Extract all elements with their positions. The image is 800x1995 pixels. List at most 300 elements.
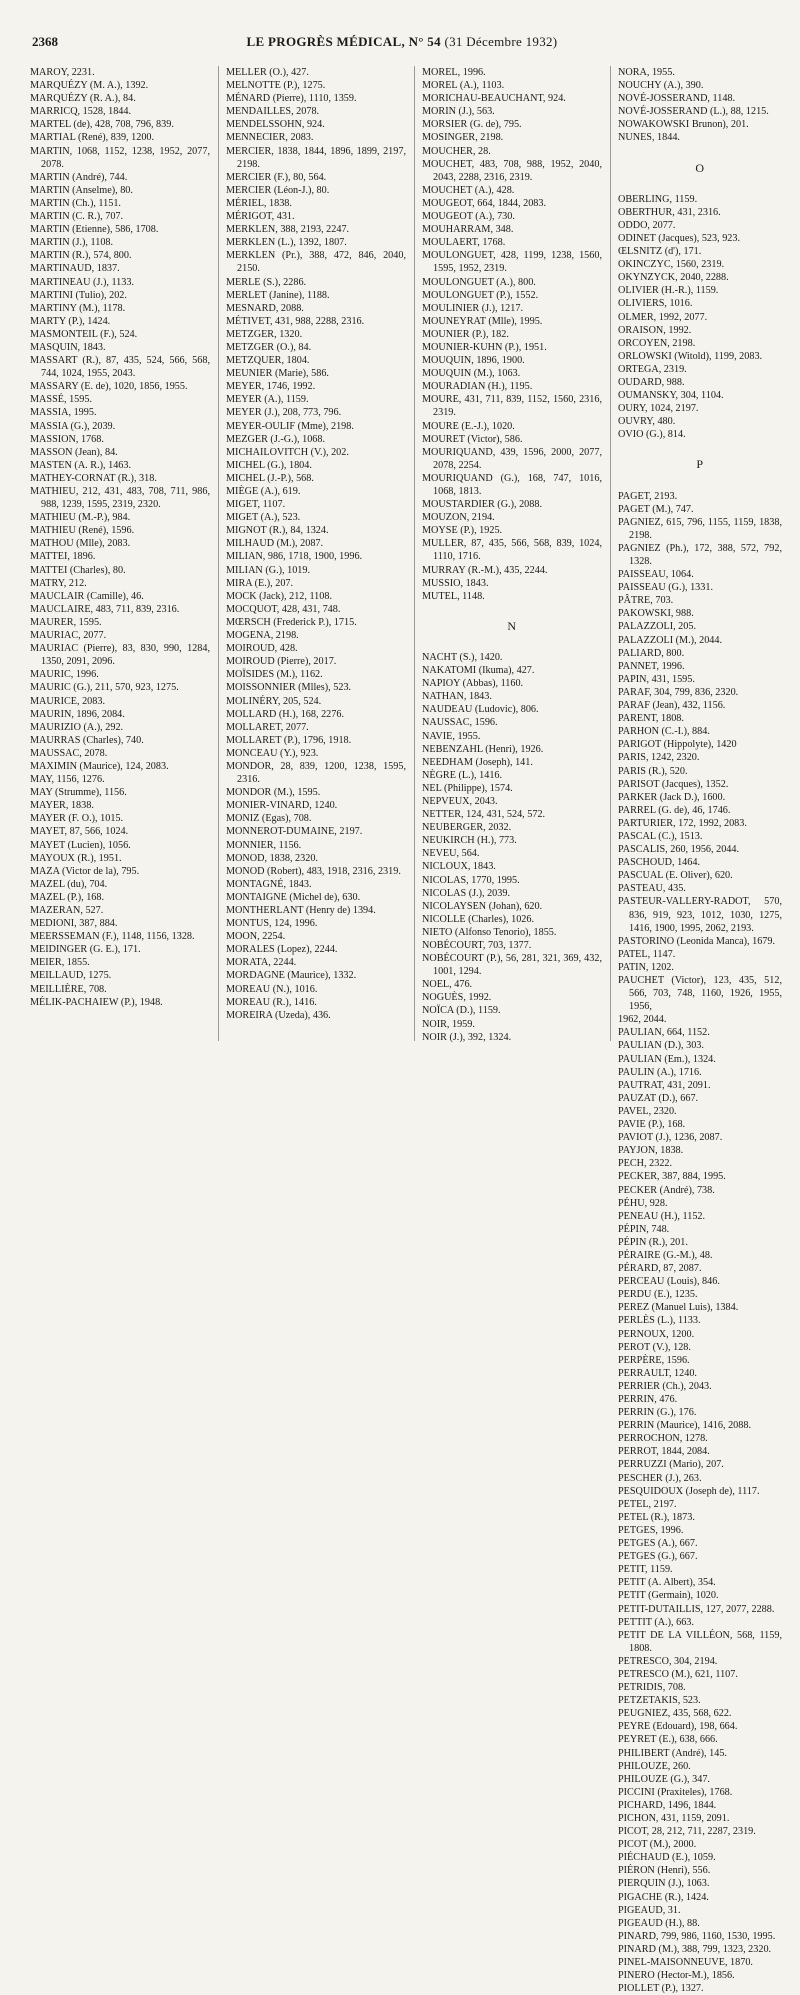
index-entry: MÉRIGOT, 431. [226, 211, 295, 223]
index-entry: PERLÈS (L.), 1133. [618, 1315, 701, 1327]
index-entry: PARAF, 304, 799, 836, 2320. [618, 686, 739, 698]
index-entry: PASTEAU, 435. [618, 883, 686, 895]
index-entry: MOGENA, 2198. [226, 630, 299, 642]
index-entry: MARRICQ, 1528, 1844. [30, 106, 132, 118]
index-entry: PIGEAUD, 31. [618, 1904, 681, 1916]
index-entry: NICOLLE (Charles), 1026. [422, 913, 535, 925]
index-entry: OLIVIERS, 1016. [618, 298, 693, 310]
index-entry: MONOD, 1838, 2320. [226, 852, 318, 864]
index-entry: NOIR, 1959. [422, 1018, 475, 1030]
index-entry: PAULIAN (Em.), 1324. [618, 1053, 716, 1065]
index-entry: PINARD, 799, 986, 1160, 1530, 1995. [618, 1930, 776, 1942]
index-entry: MORSIER (G. de), 795. [422, 119, 522, 131]
index-entry: MILIAN, 986, 1718, 1900, 1996. [226, 551, 363, 563]
index-entry: 1962, 2044. [618, 1014, 667, 1026]
index-entry: METZGER (O.), 84. [226, 341, 312, 353]
index-entry: PETRIDIS, 708. [618, 1682, 686, 1694]
index-entry: PEROT (V.), 128. [618, 1341, 691, 1353]
index-entry: MELLER (O.), 427. [226, 67, 309, 78]
index-entry: MERCIER, 1838, 1844, 1896, 1899, 2197, 2198. [226, 145, 406, 170]
journal-title: LE PROGRÈS MÉDICAL, N° 54 [246, 34, 441, 49]
page-number: 2368 [32, 34, 58, 49]
index-entry: MONTHERLANT (Henry de) 1394. [226, 905, 376, 916]
index-entry: NICLOUX, 1843. [422, 861, 496, 873]
index-entry: MOUCHET (A.), 428. [422, 184, 515, 196]
index-entry: MASMONTEIL (F.), 524. [30, 328, 138, 340]
index-entry: PETZETAKIS, 523. [618, 1695, 701, 1707]
index-entry: MORDAGNE (Maurice), 1332. [226, 970, 357, 982]
index-entry: PIÉCHAUD (E.), 1059. [618, 1852, 716, 1864]
index-entry: NAUDEAU (Ludovic), 806. [422, 704, 539, 716]
index-entry: MAYET (Lucien), 1056. [30, 839, 131, 851]
index-entry: MEIER, 1855. [30, 957, 90, 969]
index-entry: MUSSIO, 1843. [422, 577, 489, 589]
index-entry: PAVEL, 2320. [618, 1105, 677, 1117]
index-entry: MERLET (Janine), 1188. [226, 289, 330, 301]
index-entry: PÉPIN (R.), 201. [618, 1236, 688, 1248]
index-entry: MASSON (Jean), 84. [30, 446, 118, 458]
index-entry: MASSART (R.), 87, 435, 524, 566, 568, 744, 1024, 1955, 2043. [30, 355, 210, 380]
index-entry: NICOLAS, 1770, 1995. [422, 874, 520, 886]
running-title [32, 34, 772, 50]
index-entry: MARTINAUD, 1837. [30, 263, 120, 275]
index-entry: OKINCZYC, 1560, 2319. [618, 259, 725, 271]
index-entry: PIÉRON (Henri), 556. [618, 1865, 711, 1877]
index-entry: PETGES (A.), 667. [618, 1538, 698, 1550]
index-entry: MAUCLAIRE, 483, 711, 839, 2316. [30, 603, 180, 615]
index-entry: NACHT (S.), 1420. [422, 651, 503, 663]
index-entry: MENDELSSOHN, 924. [226, 119, 325, 131]
index-entry: PAISSEAU (G.), 1331. [618, 582, 713, 594]
index-entry: MAZEL (P.), 168. [30, 891, 105, 903]
index-entry: NEUKIRCH (H.), 773. [422, 835, 517, 847]
index-entry: PARISOT (Jacques), 1352. [618, 778, 729, 790]
index-entry: NAKATOMI (Ikuma), 427. [422, 665, 535, 677]
index-entry: METZQUER, 1804. [226, 355, 310, 367]
index-entry: NATHAN, 1843. [422, 691, 492, 703]
index-entry: NIETO (Alfonso Tenorio), 1855. [422, 926, 557, 938]
index-entry: MEILLIÈRE, 708. [30, 983, 107, 995]
index-entry: PALAZZOLI, 205. [618, 621, 697, 633]
index-entry: MASSION, 1768. [30, 433, 104, 445]
index-entry: PETIT, 1159. [618, 1564, 673, 1576]
column-divider [218, 66, 219, 1041]
index-entry: ORCOYEN, 2198. [618, 337, 696, 349]
index-entry: MILHAUD (M.), 2087. [226, 538, 324, 550]
index-entry: MORIN (J.), 563. [422, 106, 495, 118]
index-entry: MÉNARD (Pierre), 1110, 1359. [226, 93, 357, 105]
index-entry: PETEL, 2197. [618, 1498, 677, 1510]
index-entry: PEREZ (Manuel Luis), 1384. [618, 1302, 739, 1314]
index-entry: MOURE (E.-J.), 1020. [422, 420, 515, 432]
index-entry: MAZERAN, 527. [30, 905, 104, 916]
index-entry: PERROCHON, 1278. [618, 1433, 708, 1445]
index-entry: PIOLLET (P.), 1327. [618, 1983, 704, 1995]
letter-heading: P [696, 457, 704, 472]
index-entry: PAGET (M.), 747. [618, 503, 694, 515]
index-entry: PEUGNIEZ, 435, 568, 622. [618, 1708, 732, 1720]
index-entry: MONDOR (M.), 1595. [226, 787, 321, 799]
index-entry: MONDOR, 28, 839, 1200, 1238, 1595, 2316. [226, 760, 406, 786]
index-entry: NEL (Philippe), 1574. [422, 782, 513, 794]
index-entry: MONCEAU (Y.), 923. [226, 747, 319, 759]
index-entry: NOBÉCOURT (P.), 56, 281, 321, 369, 432, 1001, 1294. [422, 953, 602, 978]
index-entry: PATEL, 1147. [618, 948, 676, 960]
index-entry: PAPIN, 431, 1595. [618, 673, 695, 685]
index-entry: MAUCLAIR (Camille), 46. [30, 590, 144, 602]
index-entry: NOVÉ-JOSSERAND, 1148. [618, 93, 736, 105]
index-entry: MOUQUIN, 1896, 1900. [422, 355, 525, 367]
index-entry: PETIT (Germain), 1020. [618, 1590, 719, 1602]
index-entry: MOLLARET (P.), 1796, 1918. [226, 734, 352, 746]
index-entry: MATTEI (Charles), 80. [30, 564, 126, 576]
index-entry: MATTEI, 1896. [30, 551, 96, 563]
index-entry: ŒLSNITZ (d'), 171. [618, 246, 702, 258]
index-entry: PEYRET (E.), 638, 666. [618, 1734, 718, 1746]
index-entry: PETRESCO (M.), 621, 1107. [618, 1668, 738, 1680]
index-entry: MAURIC, 1996. [30, 669, 99, 681]
index-entry: MOUGEOT (A.), 730. [422, 211, 515, 223]
index-entry: PICOT, 28, 212, 711, 2287, 2319. [618, 1826, 756, 1838]
index-entry: MARTIN (R.), 574, 800. [30, 250, 132, 262]
index-entry: ORTEGA, 2319. [618, 363, 687, 375]
index-entry: MARTIN (Anselme), 80. [30, 184, 133, 196]
index-entry: PICCINI (Praxiteles), 1768. [618, 1786, 733, 1798]
index-entry: PHILIBERT (André), 145. [618, 1747, 727, 1759]
index-entry: MOYSE (P.), 1925. [422, 525, 503, 537]
index-entry: PASCHOUD, 1464. [618, 857, 700, 869]
index-entry: MOCQUOT, 428, 431, 748. [226, 603, 341, 615]
index-entry: PECH, 2322. [618, 1158, 673, 1170]
index-entry: MOUNIER (P.), 182. [422, 328, 509, 340]
index-entry: MARTINY (M.), 1178. [30, 302, 126, 314]
index-entry: MORATA, 2244. [226, 957, 297, 969]
index-entry: PICOT (M.), 2000. [618, 1839, 697, 1851]
index-entry: PETGES, 1996. [618, 1524, 684, 1536]
index-entry: PEYRE (Edouard), 198, 664. [618, 1721, 738, 1733]
index-entry: MARTIN (André), 744. [30, 171, 128, 183]
index-entry: MASSIA, 1995. [30, 407, 97, 419]
index-entry: MONIZ (Egas), 708. [226, 813, 312, 825]
index-entry: PÉHU, 928. [618, 1197, 668, 1209]
index-entry: MAURIC (G.), 211, 570, 923, 1275. [30, 682, 179, 694]
index-entry: MOLLARD (H.), 168, 2276. [226, 708, 344, 720]
index-entry: MAZA (Victor de la), 795. [30, 865, 140, 877]
index-entry: MOULONGUET, 428, 1199, 1238, 1560, 1595, 1952, 2319. [422, 250, 602, 275]
index-entry: PAVIOT (J.), 1236, 2087. [618, 1132, 723, 1144]
index-entry: PERRIN (G.), 176. [618, 1407, 697, 1419]
index-entry: NOUCHY (A.), 390. [618, 80, 704, 92]
index-entry: MERKLEN (L.), 1392, 1807. [226, 237, 347, 249]
index-entry: PICHARD, 1496, 1844. [618, 1799, 717, 1811]
index-entry: PASTEUR-VALLERY-RADOT, 570, 836, 919, 923, 1012, 1030, 1275, 1416, 1900, 1995, 2062, 2193. [618, 896, 782, 934]
index-entry: PAULIAN (D.), 303. [618, 1040, 704, 1052]
index-entry: MICHAILOVITCH (V.), 202. [226, 446, 349, 458]
index-entry: PAVIE (P.), 168. [618, 1119, 686, 1131]
index-entry: MATHIEU, 212, 431, 483, 708, 711, 986, 988, 1239, 1595, 2319, 2320. [30, 486, 210, 511]
index-entry: MOURE, 431, 711, 839, 1152, 1560, 2316, 2319. [422, 394, 602, 419]
index-entry: MONTAIGNE (Michel de), 630. [226, 891, 361, 903]
index-entry: PIGEAUD (H.), 88. [618, 1917, 700, 1929]
index-entry: MARTINI (Tulio), 202. [30, 289, 127, 301]
index-entry: PHILOUZE, 260. [618, 1760, 691, 1772]
index-entry: OUMANSKY, 304, 1104. [618, 390, 724, 402]
index-entry: NUNES, 1844. [618, 132, 680, 144]
index-entry: PERRUZZI (Mario), 207. [618, 1459, 724, 1471]
index-entry: NEUBERGER, 2032. [422, 822, 512, 834]
index-entry: PHILOUZE (G.), 347. [618, 1773, 710, 1785]
index-entry: NEEDHAM (Joseph), 141. [422, 756, 533, 768]
index-entry: MOREAU (R.), 1416. [226, 996, 317, 1008]
index-entry: PERRIN (Maurice), 1416, 2088. [618, 1420, 751, 1432]
index-entry: MATHIEU (René), 1596. [30, 525, 135, 537]
index-entry: MOULINIER (J.), 1217. [422, 302, 524, 314]
index-entry: MARTEL (de), 428, 708, 796, 839. [30, 119, 174, 131]
index-entry: PERNOUX, 1200. [618, 1328, 695, 1340]
index-entry: PERPÈRE, 1596. [618, 1354, 690, 1366]
index-entry: MEYER-OULIF (Mme), 2198. [226, 420, 354, 432]
index-entry: OKYNZYCK, 2040, 2288. [618, 272, 729, 284]
index-entry: ORAISON, 1992. [618, 324, 692, 336]
index-entry: MICHEL (J.-P.), 568. [226, 472, 314, 484]
index-entry: NOGUÈS, 1992. [422, 992, 492, 1004]
index-entry: MÉLIK-PACHAIEW (P.), 1948. [30, 996, 163, 1008]
index-entry: MOIROUD, 428. [226, 643, 298, 655]
index-entry: MELNOTTE (P.), 1275. [226, 80, 326, 92]
index-entry: MAURICE, 2083. [30, 695, 105, 707]
index-entry: MONTAGNÉ, 1843. [226, 878, 312, 890]
index-entry: PERRAULT, 1240. [618, 1367, 697, 1379]
index-entry: MAXIMIN (Maurice), 124, 2083. [30, 760, 169, 772]
index-entry: MARTIN (Ch.), 1151. [30, 197, 121, 209]
index-entry: NEVEU, 564. [422, 848, 480, 860]
index-entry: PAISSEAU, 1064. [618, 569, 694, 581]
index-entry: MIGET (A.), 523. [226, 512, 301, 524]
index-entry: NORA, 1955. [618, 67, 675, 78]
index-entry: MOURET (Victor), 586. [422, 433, 523, 445]
index-entry: MARTIN (C. R.), 707. [30, 211, 124, 223]
index-entry: MAURIAC (Pierre), 83, 830, 990, 1284, 1350, 2091, 2096. [30, 643, 210, 668]
index-entry: MEUNIER (Marie), 586. [226, 368, 329, 380]
index-entry: PALAZZOLI (M.), 2044. [618, 634, 723, 646]
index-entry: MOULAERT, 1768. [422, 237, 506, 249]
index-entry: MOIROUD (Pierre), 2017. [226, 656, 337, 668]
index-entry: MAURRAS (Charles), 740. [30, 734, 144, 746]
index-entry: MIÈGE (A.), 619. [226, 486, 301, 497]
index-entry: PETIT DE LA VILLÉON, 568, 1159, 1808. [618, 1629, 782, 1654]
index-entry: OLIVIER (H.-R.), 1159. [618, 285, 719, 297]
index-entry: NETTER, 124, 431, 524, 572. [422, 809, 546, 821]
index-entry: MOURIQUAND (G.), 168, 747, 1016, 1068, 1813. [422, 472, 602, 497]
index-entry: MAUSSAC, 2078. [30, 747, 108, 759]
index-entry: MAURER, 1595. [30, 616, 102, 628]
index-entry: MEYER (A.), 1159. [226, 394, 309, 406]
index-entry: MERKLEN, 388, 2193, 2247. [226, 224, 350, 236]
index-entry: MARTINEAU (J.), 1133. [30, 276, 134, 288]
index-entry: MIGNOT (R.), 84, 1324. [226, 525, 329, 537]
index-entry: MAYOUX (R.), 1951. [30, 852, 122, 864]
index-entry: MEYER (J.), 208, 773, 796. [226, 407, 342, 419]
index-entry: PAGNIEZ (Ph.), 172, 388, 572, 792, 1328. [618, 542, 782, 567]
index-entry: NOIR (J.), 392, 1324. [422, 1031, 512, 1043]
index-entry: METZGER, 1320. [226, 328, 303, 340]
index-entry: MOREL (A.), 1103. [422, 80, 505, 92]
index-entry: PECKER, 387, 884, 1995. [618, 1171, 726, 1183]
index-entry: PASCALIS, 260, 1956, 2044. [618, 844, 740, 856]
index-entry: MENDAILLES, 2078. [226, 106, 320, 118]
index-entry: PERRIN, 476. [618, 1394, 678, 1405]
index-column-4 [618, 66, 782, 1995]
index-entry: NOEL, 476. [422, 979, 473, 991]
index-entry: MARQUÉZY (R. A.), 84. [30, 93, 136, 105]
index-entry: NEPVEUX, 2043. [422, 795, 498, 807]
index-entry: PASTORINO (Leonida Manca), 1679. [618, 935, 776, 947]
index-entry: PARTURIER, 172, 1992, 2083. [618, 817, 747, 829]
index-entry: PIGACHE (R.), 1424. [618, 1891, 709, 1903]
letter-heading: N [507, 618, 517, 633]
index-entry: MOÏSIDES (M.), 1162. [226, 669, 323, 681]
index-entry: MIRA (E.), 207. [226, 577, 294, 589]
index-entry: PAGNIEZ, 615, 796, 1155, 1159, 1838, 2198. [618, 516, 782, 541]
index-entry: PATIN, 1202. [618, 961, 674, 973]
index-entry: NOWAKOWSKI Brunon), 201. [618, 119, 749, 131]
index-entry: PAULIAN, 664, 1152. [618, 1027, 710, 1039]
index-entry: MARTIN (J.), 1108. [30, 237, 114, 249]
index-entry: MAYER (F. O.), 1015. [30, 813, 124, 825]
column-divider [414, 66, 415, 1041]
index-entry: PAUZAT (D.), 667. [618, 1092, 699, 1104]
index-entry: PÉPIN, 748. [618, 1223, 670, 1235]
index-entry: MEDIONI, 387, 884. [30, 918, 118, 930]
index-entry: MERLE (S.), 2286. [226, 276, 307, 288]
index-entry: NICOLAYSEN (Johan), 620. [422, 900, 543, 912]
index-entry: MOON, 2254. [226, 931, 286, 943]
index-entry: NAUSSAC, 1596. [422, 717, 498, 729]
index-entry: PETRESCO, 304, 2194. [618, 1655, 718, 1667]
index-entry: MONNIER, 1156. [226, 839, 302, 851]
index-entry: MULLER, 87, 435, 566, 568, 839, 1024, 1110, 1716. [422, 538, 602, 563]
index-entry: OUVRY, 480. [618, 416, 676, 428]
index-entry: MOSINGER, 2198. [422, 132, 504, 144]
index-entry: PAUCHET (Victor), 123, 435, 512, 566, 703, 748, 1160, 1926, 1955, 1956, [618, 975, 782, 1013]
index-entry: MARTIAL (René), 839, 1200. [30, 132, 155, 144]
index-entry: OBERLING, 1159. [618, 193, 698, 205]
index-entry: NÈGRE (L.), 1416. [422, 769, 503, 781]
index-entry: MEYER, 1746, 1992. [226, 381, 316, 393]
column-divider [610, 66, 611, 1041]
index-entry: PETIT-DUTAILLIS, 127, 2077, 2288. [618, 1603, 775, 1615]
page-header [32, 34, 772, 54]
index-entry: MICHEL (G.), 1804. [226, 459, 312, 471]
index-column-2 [226, 66, 406, 1041]
index-entry: MARTIN (Etienne), 586, 1708. [30, 224, 159, 236]
index-entry: NAPIOY (Abbas), 1160. [422, 678, 524, 690]
index-entry: OBERTHUR, 431, 2316. [618, 206, 721, 218]
index-entry: MOULONGUET (A.), 800. [422, 276, 536, 288]
index-entry: MOLLARET, 2077. [226, 721, 309, 733]
index-entry: PANNET, 1996. [618, 660, 685, 672]
index-entry: MŒRSCH (Frederick P.), 1715. [226, 616, 357, 628]
index-entry: PAGET, 2193. [618, 490, 678, 502]
index-entry: MAY (Strumme), 1156. [30, 787, 127, 799]
index-entry: NOVÉ-JOSSERAND (L.), 88, 1215. [618, 106, 769, 118]
index-entry: PÉRAIRE (G.-M.), 48. [618, 1249, 713, 1261]
index-entry: PARREL (G. de), 46, 1746. [618, 804, 731, 816]
index-entry: MARTIN, 1068, 1152, 1238, 1952, 2077, 2078. [30, 145, 210, 170]
index-entry: MAROY, 2231. [30, 67, 95, 78]
index-entry: MUTEL, 1148. [422, 590, 485, 602]
index-entry: MOISSONNIER (Mlles), 523. [226, 682, 352, 694]
index-entry: ORLOWSKI (Witold), 1199, 2083. [618, 350, 763, 362]
index-entry: MÉRIEL, 1838. [226, 197, 292, 209]
index-entry: OLMER, 1992, 2077. [618, 311, 708, 323]
index-entry: PINEL-MAISONNEUVE, 1870. [618, 1957, 753, 1969]
index-entry: MEIDINGER (G. E.), 171. [30, 944, 141, 956]
index-entry: NEBENZAHL (Henri), 1926. [422, 743, 544, 755]
index-entry: PARIS (R.), 520. [618, 765, 688, 777]
index-entry: OURY, 1024, 2197. [618, 403, 699, 415]
index-entry: MESNARD, 2088. [226, 302, 304, 314]
index-entry: PASCUAL (E. Oliver), 620. [618, 870, 733, 882]
index-entry: NAVIE, 1955. [422, 730, 481, 742]
index-entry: PÂTRE, 703. [618, 595, 674, 607]
index-entry: NOÏCA (D.), 1159. [422, 1005, 501, 1017]
index-entry: MATHIEU (M.-P.), 984. [30, 512, 131, 524]
index-entry: MEZGER (J.-G.), 1068. [226, 433, 326, 445]
index-entry: MURRAY (R.-M.), 435, 2244. [422, 564, 548, 576]
index-entry: PETIT (A. Albert), 354. [618, 1577, 716, 1589]
issue-date: (31 Décembre 1932) [444, 34, 558, 49]
index-entry: MOULONGUET (P.), 1552. [422, 289, 539, 301]
index-entry: MILIAN (G.), 1019. [226, 564, 311, 576]
index-entry: MOURIQUAND, 439, 1596, 2000, 2077, 2078, 2254. [422, 446, 602, 471]
index-entry: MASSÉ, 1595. [30, 394, 92, 406]
index-entry: MASQUIN, 1843. [30, 341, 106, 353]
index-entry: PERROT, 1844, 2084. [618, 1446, 710, 1458]
index-entry: PERRIER (Ch.), 2043. [618, 1380, 712, 1392]
index-entry: MOUHARRAM, 348. [422, 224, 514, 236]
index-entry: MAURIZIO (A.), 292. [30, 721, 124, 733]
index-entry: MOUCHER, 28. [422, 145, 491, 157]
index-entry: MONIER-VINARD, 1240. [226, 800, 338, 812]
index-entry: MARQUÉZY (M. A.), 1392. [30, 80, 149, 92]
index-entry: NOBÉCOURT, 703, 1377. [422, 940, 532, 951]
letter-heading: O [695, 160, 705, 175]
index-entry: MOUNEYRAT (Mlle), 1995. [422, 315, 543, 327]
index-entry: MOUCHET, 483, 708, 988, 1952, 2040, 2043, 2288, 2316, 2319. [422, 158, 602, 183]
index-entry: MOREL, 1996. [422, 67, 486, 78]
index-entry: PARAF (Jean), 432, 1156. [618, 700, 726, 712]
index-columns [30, 66, 782, 1995]
index-column-1 [30, 66, 210, 1041]
index-entry: MONTUS, 124, 1996. [226, 918, 318, 930]
index-entry: PETGES (G.), 667. [618, 1551, 698, 1563]
index-entry: MOREAU (N.), 1016. [226, 983, 318, 995]
index-entry: MOUGEOT, 664, 1844, 2083. [422, 197, 547, 209]
index-entry: MIGET, 1107. [226, 499, 286, 511]
index-entry: OUDARD, 988. [618, 376, 685, 388]
index-entry: PALIARD, 800. [618, 647, 685, 659]
index-entry: PARIS, 1242, 2320. [618, 752, 700, 764]
index-entry: PETTIT (A.), 663. [618, 1616, 694, 1628]
index-entry: PINERO (Hector-M.), 1856. [618, 1970, 735, 1982]
index-entry: MATHEY-CORNAT (R.), 318. [30, 472, 157, 484]
index-entry: MOUQUIN (M.), 1063. [422, 368, 521, 380]
index-entry: MERCIER (F.), 80, 564. [226, 171, 327, 183]
index-entry: MAY, 1156, 1276. [30, 774, 105, 786]
index-entry: MAYET, 87, 566, 1024. [30, 826, 129, 838]
index-entry: PAULIN (A.), 1716. [618, 1066, 702, 1078]
